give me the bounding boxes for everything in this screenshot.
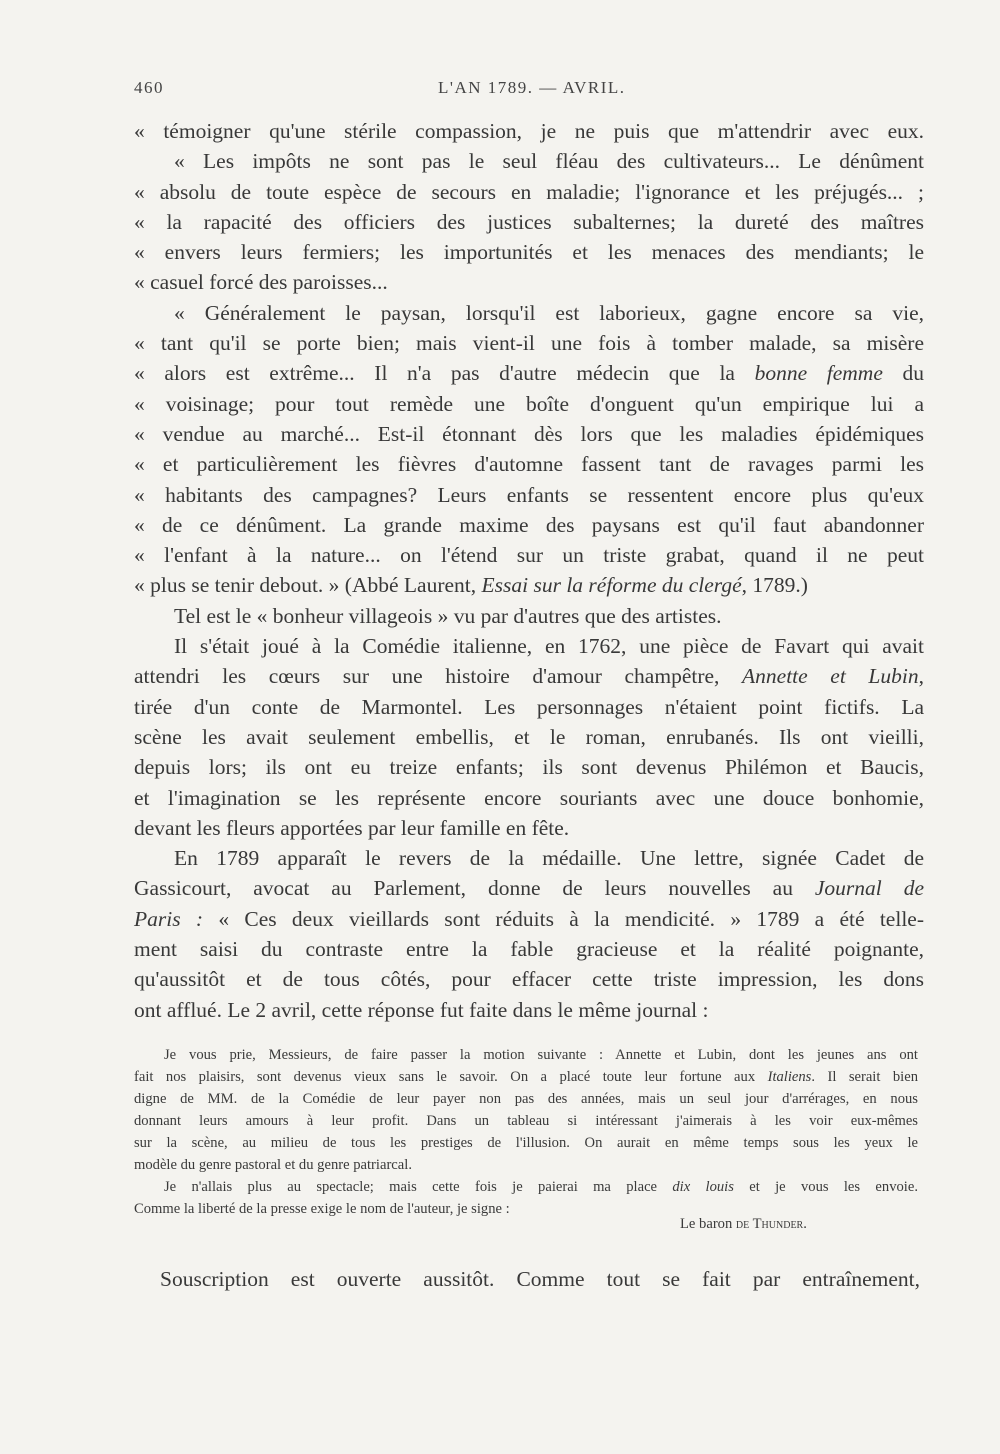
quote-line: modèle du genre pastoral et du genre patriarcal. [134,1157,412,1173]
text-line: « envers leurs fermiers; les importunités et les menaces des mendiants; le [134,240,924,265]
text-line: depuis lors; ils ont eu treize enfants; ils sont devenus Philémon et Baucis, [134,755,924,780]
italic-phrase: dix louis [672,1179,734,1195]
text-line: tirée d'un conte de Marmontel. Les personnages n'étaient point fictifs. La [134,694,924,719]
text-line: devant les fleurs apportées par leur famille en fête. [134,815,570,840]
quote-line: Je n'allais plus au spectacle; mais cette fois je paierai ma place dix louis et je vous les envoie. [164,1179,918,1195]
text-line: qu'aussitôt et de tous côtés, pour effacer cette triste impression, les dons [134,967,924,992]
text-line: « Généralement le paysan, lorsqu'il est laborieux, gagne encore sa vie, [174,300,924,325]
letter-signature: Le baron de Thunder. [680,1216,807,1232]
italic-title: Paris : [134,906,204,931]
running-head [0,78,1000,102]
text-line: ment saisi du contraste entre la fable gracieuse et la réalité poignante, [134,937,924,962]
quoted-letter [134,1044,918,1220]
text-line: « plus se tenir debout. » (Abbé Laurent, Essai sur la réforme du clergé, 1789.) [134,573,808,598]
italic-title: Journal de [814,876,924,901]
text-line: « tant qu'il se porte bien; mais vient-il une fois à tomber malade, sa misère [134,331,924,356]
signature-name: de Thunder. [735,1216,807,1232]
quote-line: sur la scène, au milieu de tous les prestiges de l'illusion. On aurait en même temps sous les yeux le [134,1135,918,1151]
quote-line: donnant leurs amours à leur profit. Dans un tableau si intéressant j'aimerais à les voir eux-mêmes [134,1113,918,1129]
closing-line: Souscription est ouverte aussitôt. Comme tout se fait par entraînement, [160,1267,920,1291]
text-line: scène les avait seulement embellis, et le roman, enrubanés. Ils ont vieilli, [134,724,924,749]
text-line: « l'enfant à la nature... on l'étend sur un triste grabat, quand il ne peut [134,543,924,568]
text-line: ont afflué. Le 2 avril, cette réponse fut faite dans le même journal : [134,997,709,1022]
text-line: « casuel forcé des paroisses... [134,270,388,295]
italic-title: Essai sur la réforme du clergé [481,573,742,598]
text-line: attendri les cœurs sur une histoire d'amour champêtre, Annette et Lubin, [134,664,924,689]
italic-title: Annette et Lubin [742,664,919,689]
text-line: « voisinage; pour tout remède une boîte d'onguent qu'un empirique lui a [134,391,924,416]
text-line: Il s'était joué à la Comédie italienne, en 1762, une pièce de Favart qui avait [174,634,924,659]
main-text [134,116,924,1025]
quote-line: digne de MM. de la Comédie de leur payer non pas des années, mais un seul jour d'arrérages, en nous [134,1091,918,1107]
text-line: « et particulièrement les fièvres d'automne fassent tant de ravages parmi les [134,452,924,477]
text-line: et l'imagination se les représente encore souriants avec une douce bonhomie, [134,785,924,810]
text-line: « témoigner qu'une stérile compassion, je ne puis que m'attendrir avec eux. [134,119,924,143]
text-line: « la rapacité des officiers des justices subalternes; la dureté des maîtres [134,209,924,234]
running-title: L'AN 1789. — AVRIL. [438,78,626,97]
text-line: « de ce dénûment. La grande maxime des paysans est qu'il faut abandonner [134,512,924,537]
text-line: Gassicourt, avocat au Parlement, donne de leurs nouvelles au Journal de [134,876,924,901]
quote-line: Je vous prie, Messieurs, de faire passer la motion suivante : Annette et Lubin, dont les jeunes ans ont [164,1047,918,1063]
text-line: Paris : « Ces deux vieillards sont réduits à la mendicité. » 1789 a été telle- [134,906,924,931]
text-line: En 1789 apparaît le revers de la médaille. Une lettre, signée Cadet de [174,846,924,871]
page-number: 460 [134,78,164,97]
text-line: « habitants des campagnes? Leurs enfants se ressentent encore plus qu'eux [134,482,924,507]
italic-word: Italiens [767,1069,812,1085]
text-line: « alors est extrême... Il n'a pas d'autre médecin que la bonne femme du [134,361,924,386]
italic-phrase: bonne femme [754,361,883,386]
text-line: « vendue au marché... Est-il étonnant dès lors que les maladies épidémiques [134,421,924,446]
text-line: « Les impôts ne sont pas le seul fléau des cultivateurs... Le dénûment [174,149,924,174]
text-line: « absolu de toute espèce de secours en maladie; l'ignorance et les préjugés... ; [134,179,924,204]
text-line: Tel est le « bonheur villageois » vu par d'autres que des artistes. [174,603,722,628]
quote-line: Comme la liberté de la presse exige le nom de l'auteur, je signe : [134,1201,510,1217]
quote-line: fait nos plaisirs, sont devenus vieux sans le savoir. On a placé toute leur fortune aux Italiens. Il serait bien [134,1069,918,1085]
